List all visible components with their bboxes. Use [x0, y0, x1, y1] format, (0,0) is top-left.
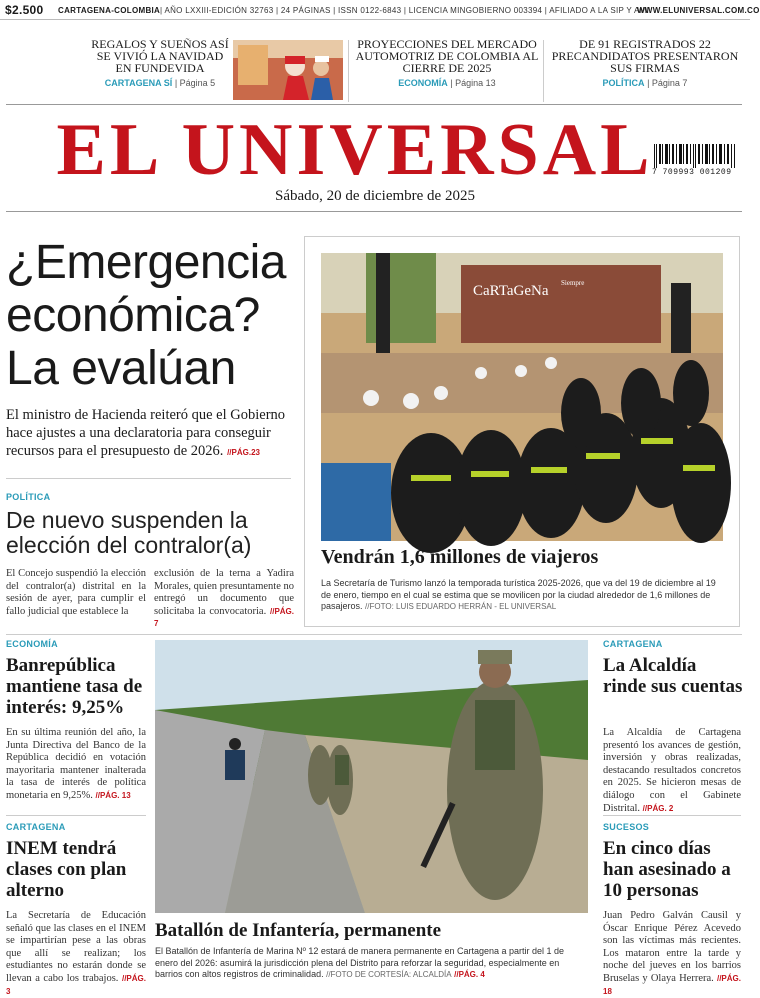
viajeros-body: La Secretaría de Turismo lanzó la temporada turística 2025-2026, que va del 19 de diciembre al 19 de enero, tiempo en el cual se estima que se movilicen por la ciudad alrededor de 1,6 millones de pasajeros. //FOTO: LUIS EDUARDO HERRÁN - EL UNIVERSAL — [321, 578, 716, 611]
inem-headline[interactable]: INEM tendrá clases con plan alterno — [6, 838, 127, 901]
alcaldia-headline[interactable]: La Alcaldía rinde sus cuentas — [603, 655, 743, 697]
divider — [6, 815, 146, 816]
sucesos-body: Juan Pedro Galván Causil y Óscar Enrique Pérez Acevedo son las víctimas más recientes. Los mataron entre la tarde y noche del jueves en los barrios Bruselas y Olaya Herrera. //PÁG. 18 — [603, 910, 741, 996]
page-ref: //PÁG.23 — [227, 448, 260, 457]
teaser-title: REGALOS Y SUEÑOS ASÍ SE VIVIÓ LA NAVIDAD EN FUNDEVIDA — [91, 37, 229, 75]
viajeros-headline[interactable]: Vendrán 1,6 millones de viajeros — [321, 546, 599, 568]
teaser-santa-photo[interactable] — [233, 40, 343, 100]
issue-date: Sábado, 20 de diciembre de 2025 — [275, 188, 475, 204]
batallon-headline[interactable]: Batallón de Infantería, permanente — [155, 920, 442, 941]
teaser-title: DE 91 REGISTRADOS 22 PRECANDIDATOS PRESENTARON SUS FIRMAS — [551, 37, 739, 75]
section-kicker: POLÍTICA — [6, 492, 51, 502]
teaser-automotriz[interactable] — [352, 38, 542, 102]
contralor-body-col2: exclusión de la terna a Yadira Morales, quien presuntamente no entregó un documento que solicitaba la convocatoria. //PÁG. 7 — [154, 568, 295, 629]
teaser-divider — [543, 40, 544, 102]
price: $2.500 — [5, 3, 44, 17]
divider — [6, 478, 291, 479]
lead-deck: El ministro de Hacienda reiteró que el Gobierno hace ajustes a una declaratoria para conseguir recursos para el presupuesto de 2026. //PÁG.23 — [6, 407, 286, 459]
city-label: CARTAGENA-COLOMBIA — [58, 6, 161, 15]
newspaper-logo: EL UNIVERSAL — [56, 109, 654, 191]
website-link[interactable]: WWW.ELUNIVERSAL.COM.CO — [637, 6, 760, 15]
sucesos-headline[interactable]: En cinco días han asesinado a 10 personas — [603, 838, 731, 901]
teaser-fundevida[interactable] — [90, 38, 230, 102]
contralor-body-col1: El Concejo suspendió la elección del contralor(a) distrital en la sesión de ayer, para cumplir el fallo judicial que establece la — [6, 568, 146, 617]
section-kicker: CARTAGENA — [6, 822, 66, 832]
photo-credit: //FOTO: LUIS EDUARDO HERRÁN - EL UNIVERSAL — [365, 602, 557, 611]
teaser-divider — [348, 40, 349, 102]
barcode-number: 7 709993 001209 — [652, 168, 732, 177]
inem-body: La Secretaría de Educación señaló que las clases en el INEM se impartirían pese a las obras que allí se realizan; los estudiantes no estarán donde se llevan a cabo los trabajos. //PÁG. 3 — [6, 910, 146, 996]
police-ceremony-photo[interactable] — [321, 253, 723, 541]
teaser-section: ECONOMÍA | Página 13 — [398, 78, 496, 88]
svg-text:CaRTaGeNa: CaRTaGeNa — [473, 283, 549, 299]
banrep-body: En su última reunión del año, la Junta Directiva del Banco de la República decidió en votación mayoritaria mantener inalterada la tasa de interés de política monetaria en 9,25%. //PÁG. 13 — [6, 727, 146, 801]
divider — [603, 815, 741, 816]
batallon-body: El Batallón de Infantería de Marina Nº 12 estará de manera permanente en Cartagena a partir del 1 de enero del 2026: asumirá la jurisdicción plena del Distrito para reforzar la seguridad, especialmente en barrios con altos registros de criminalidad. //FOTO DE CORTESÍA: ALCALDÍA //PÁG. 4 — [155, 946, 565, 979]
svg-text:Siempre: Siempre — [561, 279, 585, 287]
teaser-section: CARTAGENA SÍ | Página 5 — [104, 78, 216, 88]
lead-headline[interactable]: ¿Emergencia económica? La evalúan — [6, 236, 286, 395]
section-kicker: SUCESOS — [603, 822, 650, 832]
masthead — [0, 109, 750, 191]
soldiers-patrol-photo[interactable] — [155, 640, 588, 913]
banrep-headline[interactable]: Banrepública mantiene tasa de interés: 9,25% — [6, 655, 143, 718]
divider — [6, 211, 742, 212]
top-info-bar — [0, 0, 760, 20]
teaser-section: POLÍTICA | Página 7 — [602, 78, 688, 88]
teaser-precandidatos[interactable] — [550, 38, 740, 102]
alcaldia-body: La Alcaldía de Cartagena presentó los avances de gestión, inversión y obras realizadas, destacando resultados concretos en 2025. Se hicieron mesas de diálogo con el Gabinete Distrital. //PÁG. 2 — [603, 727, 741, 814]
section-kicker: ECONOMÍA — [6, 639, 58, 649]
contralor-headline[interactable]: De nuevo suspenden la elección del contralor(a) — [6, 507, 252, 558]
divider — [6, 104, 742, 105]
divider — [6, 634, 742, 635]
teaser-title: PROYECCIONES DEL MERCADO AUTOMOTRIZ DE COLOMBIA AL CIERRE DE 2025 — [355, 37, 539, 75]
section-kicker: CARTAGENA — [603, 639, 663, 649]
edition-info: | AÑO LXXIII-EDICIÓN 32763 | 24 PÁGINAS | ISSN 0122-6843 | LICENCIA MINGOBIERNO 003394 | AFILIADO A LA SIP Y AMI — [160, 6, 650, 15]
